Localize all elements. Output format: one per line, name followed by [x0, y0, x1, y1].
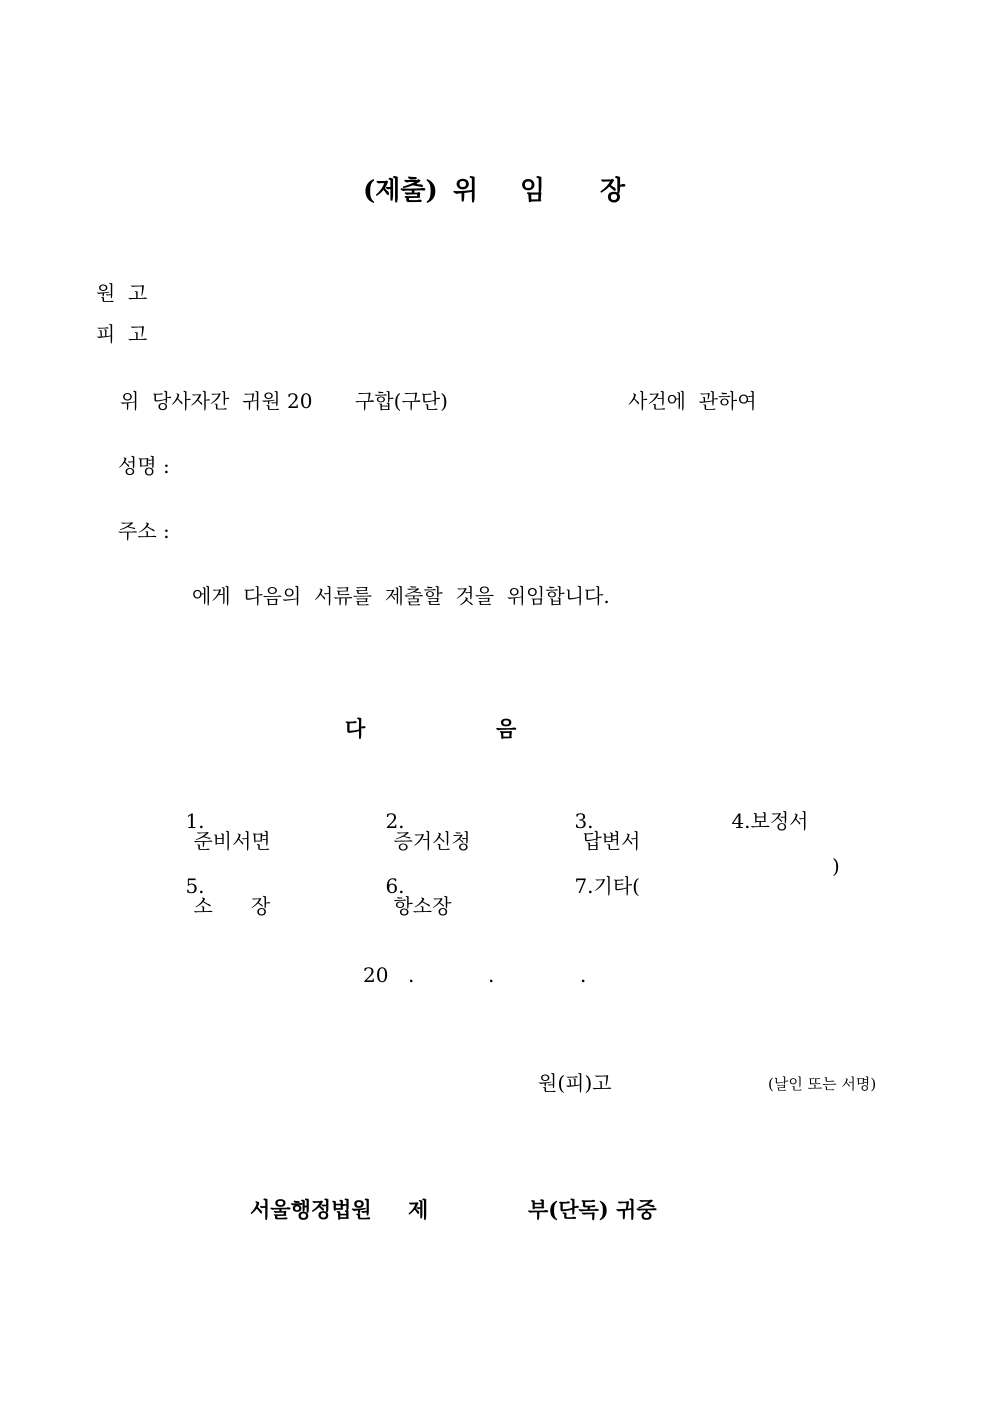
item-number: 1.: [185, 809, 205, 833]
date-sep-3: .: [580, 963, 587, 987]
list-item: [160, 856, 270, 936]
address-label: 주소 :: [118, 519, 170, 543]
item-label: 항소장: [393, 894, 452, 918]
date-year: 20: [363, 963, 389, 987]
item-label: 준비서면: [193, 829, 271, 853]
court-division-prefix: 제: [408, 1197, 429, 1222]
document-title: [0, 0, 626, 206]
item-label: 답변서: [582, 829, 641, 853]
title-char-3: 장: [600, 176, 626, 206]
item-label: 소 장: [193, 894, 271, 918]
item-number: 3.: [574, 809, 594, 833]
item-label: 보정서: [750, 809, 809, 833]
title-prefix: (제출): [363, 176, 438, 206]
case-line-part-1: 위 당사자간 귀원 20: [120, 389, 313, 413]
court-division-suffix: 부(단독) 귀중: [528, 1197, 657, 1222]
seal-note: (날인 또는 서명): [768, 1075, 877, 1093]
title-char-2: 임: [520, 176, 546, 206]
case-line-part-2: 구합(구단): [355, 389, 448, 413]
date-sep-1: .: [408, 963, 415, 987]
title-char-1: 위: [453, 176, 479, 206]
list-item: [360, 856, 451, 936]
item-label: 기타(: [593, 874, 640, 898]
plaintiff-label: 원 고: [96, 281, 148, 305]
item-number: 5.: [185, 874, 205, 898]
delegation-sentence: 에게 다음의 서류를 제출할 것을 위임합니다.: [192, 584, 610, 608]
name-label: 성명 :: [118, 454, 170, 478]
signature-party-label: 원(피)고: [538, 1071, 612, 1095]
item-number: 2.: [385, 809, 405, 833]
notice-heading-char-2: 음: [496, 716, 517, 741]
list-item: [706, 791, 809, 851]
item-number: 7.: [574, 874, 594, 898]
notice-heading-char-1: 다: [345, 716, 366, 741]
defendant-label: 피 고: [96, 322, 148, 346]
item-number: 4.: [731, 809, 751, 833]
item-label: 증거신청: [393, 829, 471, 853]
list-item: [549, 856, 640, 916]
date-sep-2: .: [488, 963, 495, 987]
case-line-part-3: 사건에 관하여: [628, 389, 757, 413]
item-close-paren: ): [832, 854, 840, 878]
item-number: 6.: [385, 874, 405, 898]
court-name: 서울행정법원: [250, 1197, 372, 1222]
